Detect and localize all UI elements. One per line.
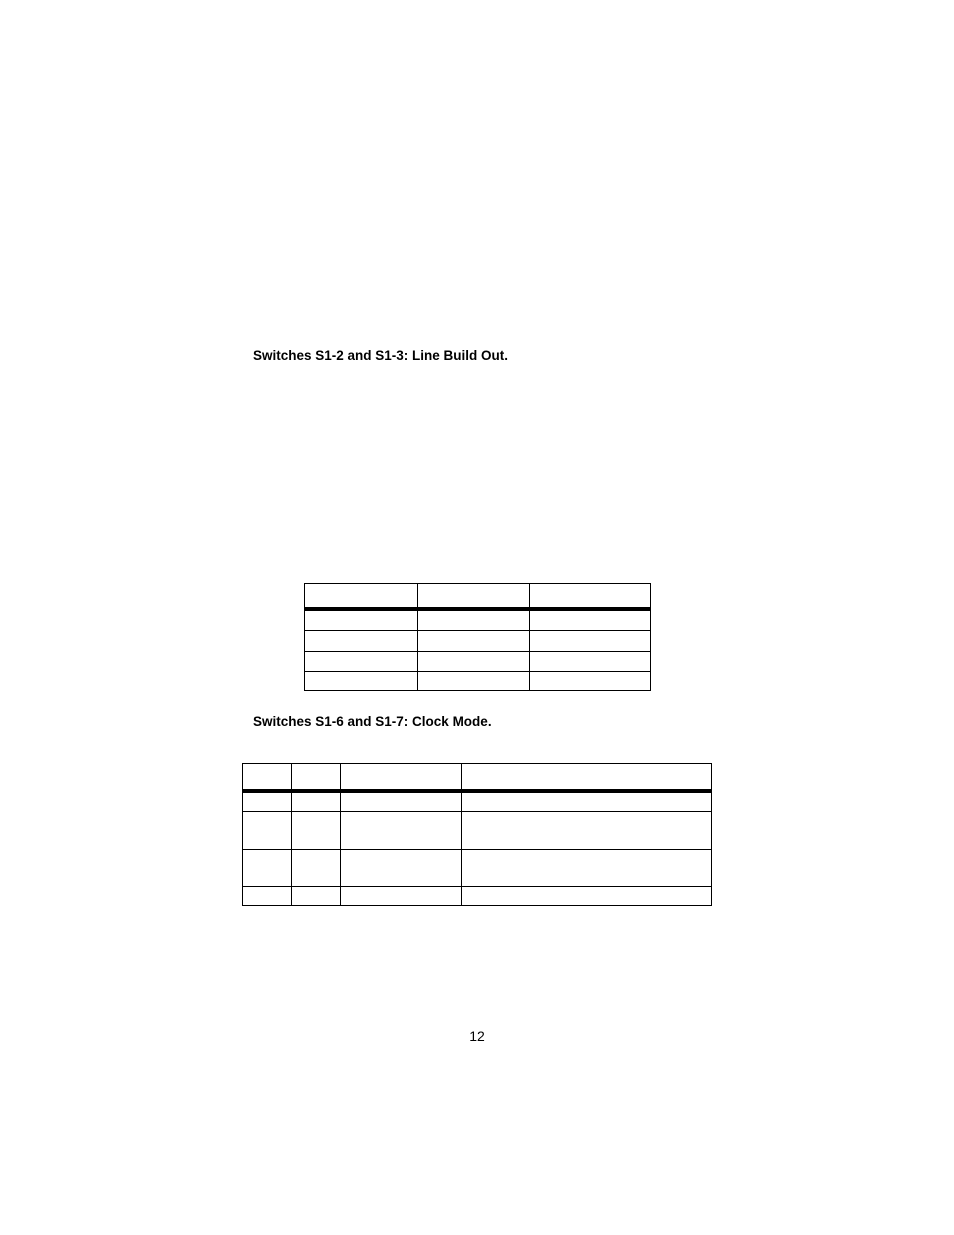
table-header-row	[243, 764, 711, 790]
table-header-cell	[529, 584, 650, 608]
table-cell	[243, 887, 291, 905]
page-number: 12	[469, 1028, 485, 1044]
table-cell	[417, 631, 529, 651]
table-cell	[305, 672, 417, 690]
table-cell	[417, 611, 529, 630]
table-cell	[417, 672, 529, 690]
table-cell	[305, 631, 417, 651]
table-cell	[291, 793, 340, 811]
table-row	[243, 849, 711, 886]
table-header-cell	[243, 764, 291, 790]
table-header-cell	[305, 584, 417, 608]
table-cell	[529, 652, 650, 671]
table-cell	[305, 611, 417, 630]
table-row	[305, 671, 650, 690]
table-cell	[340, 793, 461, 811]
table-cell	[243, 850, 291, 886]
table-header-cell	[461, 764, 711, 790]
section-heading-clock-mode: Switches S1-6 and S1-7: Clock Mode.	[253, 714, 492, 729]
table-header-cell	[417, 584, 529, 608]
table-cell	[529, 631, 650, 651]
table-row	[305, 607, 650, 630]
table-row	[243, 811, 711, 849]
table-row	[305, 651, 650, 671]
table-cell	[529, 611, 650, 630]
table-cell	[291, 812, 340, 849]
table-row	[243, 789, 711, 811]
table-cell	[291, 850, 340, 886]
table-cell	[529, 672, 650, 690]
table-header-row	[305, 584, 650, 608]
table-cell	[461, 812, 711, 849]
table-row	[305, 630, 650, 651]
table-cell	[340, 887, 461, 905]
table-cell	[461, 793, 711, 811]
table-cell	[243, 793, 291, 811]
table-cell	[340, 812, 461, 849]
table-row	[243, 886, 711, 905]
table-cell	[461, 850, 711, 886]
table-cell	[305, 652, 417, 671]
table-cell	[291, 887, 340, 905]
line-build-out-table	[304, 583, 651, 691]
clock-mode-table	[242, 763, 712, 906]
table-cell	[340, 850, 461, 886]
table-cell	[243, 812, 291, 849]
table-header-cell	[291, 764, 340, 790]
table-cell	[461, 887, 711, 905]
table-cell	[417, 652, 529, 671]
section-heading-line-build-out: Switches S1-2 and S1-3: Line Build Out.	[253, 348, 509, 363]
table-header-cell	[340, 764, 461, 790]
